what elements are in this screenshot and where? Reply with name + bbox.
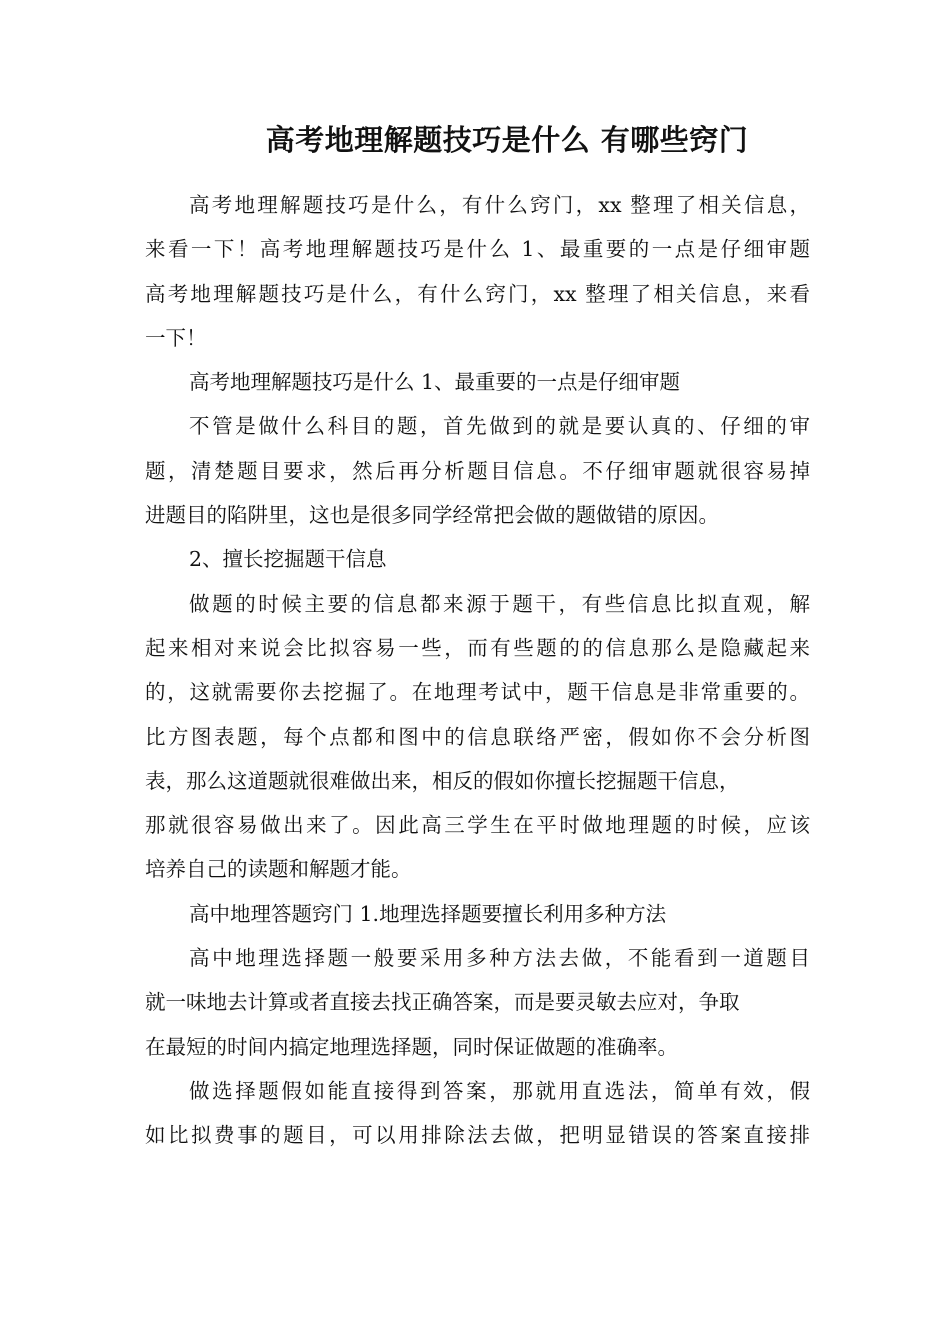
text-line: 就一味地去计算或者直接去找正确答案，而是要灵敏去应对，争取 [145, 990, 740, 1015]
text-line: 培养自己的读题和解题才能。 [145, 857, 412, 882]
text-line: 比方图表题，每个点都和图中的信息联络严密，假如你不会分析图 [145, 724, 810, 749]
text-line: 进题目的陷阱里，这也是很多同学经常把会做的题做错的原因。 [145, 503, 719, 528]
text-line: 高考地理解题技巧是什么，有什么窍门，xx 整理了相关信息， [189, 193, 810, 217]
paragraph-2 [145, 360, 810, 404]
paragraph-4 [145, 537, 810, 581]
paragraph-8 [145, 1069, 810, 1158]
text-line: 的，这就需要你去挖掘了。在地理考试中，题干信息是非常重要的。 [145, 680, 810, 705]
document-body [145, 183, 810, 1158]
text-line: 那就很容易做出来了。因此高三学生在平时做地理题的时候，应该 [145, 813, 810, 838]
text-line: 2、擅长挖掘题干信息 [189, 547, 387, 572]
paragraph-6 [145, 892, 810, 936]
text-line: 做题的时候主要的信息都来源于题干，有些信息比拟直观，解 [189, 591, 810, 616]
text-line: 高考地理解题技巧是什么，有什么窍门，xx 整理了相关信息，来看 [145, 281, 810, 306]
paragraph-7 [145, 936, 810, 1069]
text-line: 表，那么这道题就很难做出来，相反的假如你擅长挖掘题干信息， [145, 768, 740, 793]
document-title: 高考地理解题技巧是什么 有哪些窍门 [265, 123, 749, 157]
paragraph-5 [145, 582, 810, 892]
text-line: 高中地理答题窍门 1.地理选择题要擅长利用多种方法 [189, 901, 667, 926]
text-line: 一下！ [145, 325, 207, 350]
text-line: 不管是做什么科目的题，首先做到的就是要认真的、仔细的审 [189, 414, 810, 439]
paragraph-3 [145, 404, 810, 537]
paragraph-1 [145, 183, 810, 360]
text-line: 高中地理选择题一般要采用多种方法去做，不能看到一道题目 [189, 946, 810, 971]
text-line: 做选择题假如能直接得到答案，那就用直选法，简单有效，假 [189, 1078, 810, 1103]
text-line: 起来相对来说会比拟容易一些，而有些题的的信息那么是隐藏起来 [145, 635, 810, 660]
text-line: 在最短的时间内搞定地理选择题，同时保证做题的准确率。 [145, 1034, 678, 1059]
text-line: 如比拟费事的题目，可以用排除法去做，把明显错误的答案直接排 [145, 1123, 810, 1148]
text-line: 来看一下！高考地理解题技巧是什么 1、最重要的一点是仔细审题 [145, 237, 810, 262]
text-line: 高考地理解题技巧是什么 1、最重要的一点是仔细审题 [189, 370, 681, 395]
text-line: 题，清楚题目要求，然后再分析题目信息。不仔细审题就很容易掉 [145, 458, 810, 483]
